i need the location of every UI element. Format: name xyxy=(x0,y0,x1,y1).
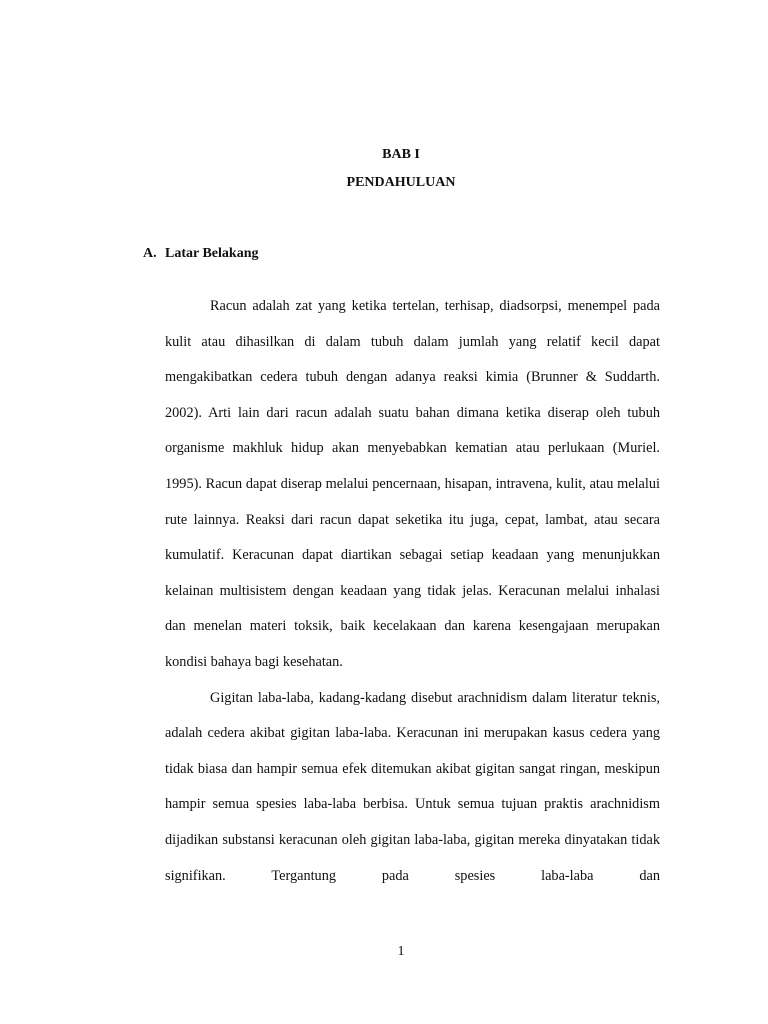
chapter-number: BAB I xyxy=(382,147,420,162)
paragraph-2: Gigitan laba-laba, kadang-kadang disebut arachnidism dalam literatur teknis, adalah cedera akibat gigitan laba-laba. Keracunan ini merupakan kasus cedera yang tidak biasa dan hampir semua efek ditemukan akibat gigitan sangat ringan, meskipun hampir semua spesies laba-laba berbisa. Untuk semua tujuan praktis arachnidism dijadikan substansi keracunan oleh gigitan laba-laba, gigitan mereka dinyatakan tidak signifikan. Tergantung pada spesies laba-laba dan xyxy=(165,689,660,884)
body-text xyxy=(165,289,660,894)
page-number: 1 xyxy=(397,944,405,959)
section-heading xyxy=(143,245,258,263)
section-title: Latar Belakang xyxy=(165,246,259,261)
section-letter: A. xyxy=(143,246,157,261)
paragraph-1: Racun adalah zat yang ketika tertelan, terhisap, diadsorpsi, menempel pada kulit atau dihasilkan di dalam tubuh dalam jumlah yang relatif kecil dapat mengakibatkan cedera tubuh dengan adanya reaksi kimia (Brunner & Suddarth. 2002). Arti lain dari racun adalah suatu bahan dimana ketika diserap oleh tubuh organisme makhluk hidup akan menyebabkan kematian atau perlukaan (Muriel. 1995). Racun dapat diserap melalui pencernaan, hisapan, intravena, kulit, atau melalui rute lainnya. Reaksi dari racun dapat seketika itu juga, cepat, lambat, atau secara kumulatif. Keracunan dapat diartikan sebagai setiap keadaan yang menunjukkan kelainan multisistem dengan keadaan yang tidak jelas. Keracunan melalui inhalasi dan menelan materi toksik, baik kecelakaan dan karena kesengajaan merupakan kondisi bahaya bagi kesehatan. xyxy=(165,298,660,670)
chapter-title: PENDAHULUAN xyxy=(346,175,456,190)
